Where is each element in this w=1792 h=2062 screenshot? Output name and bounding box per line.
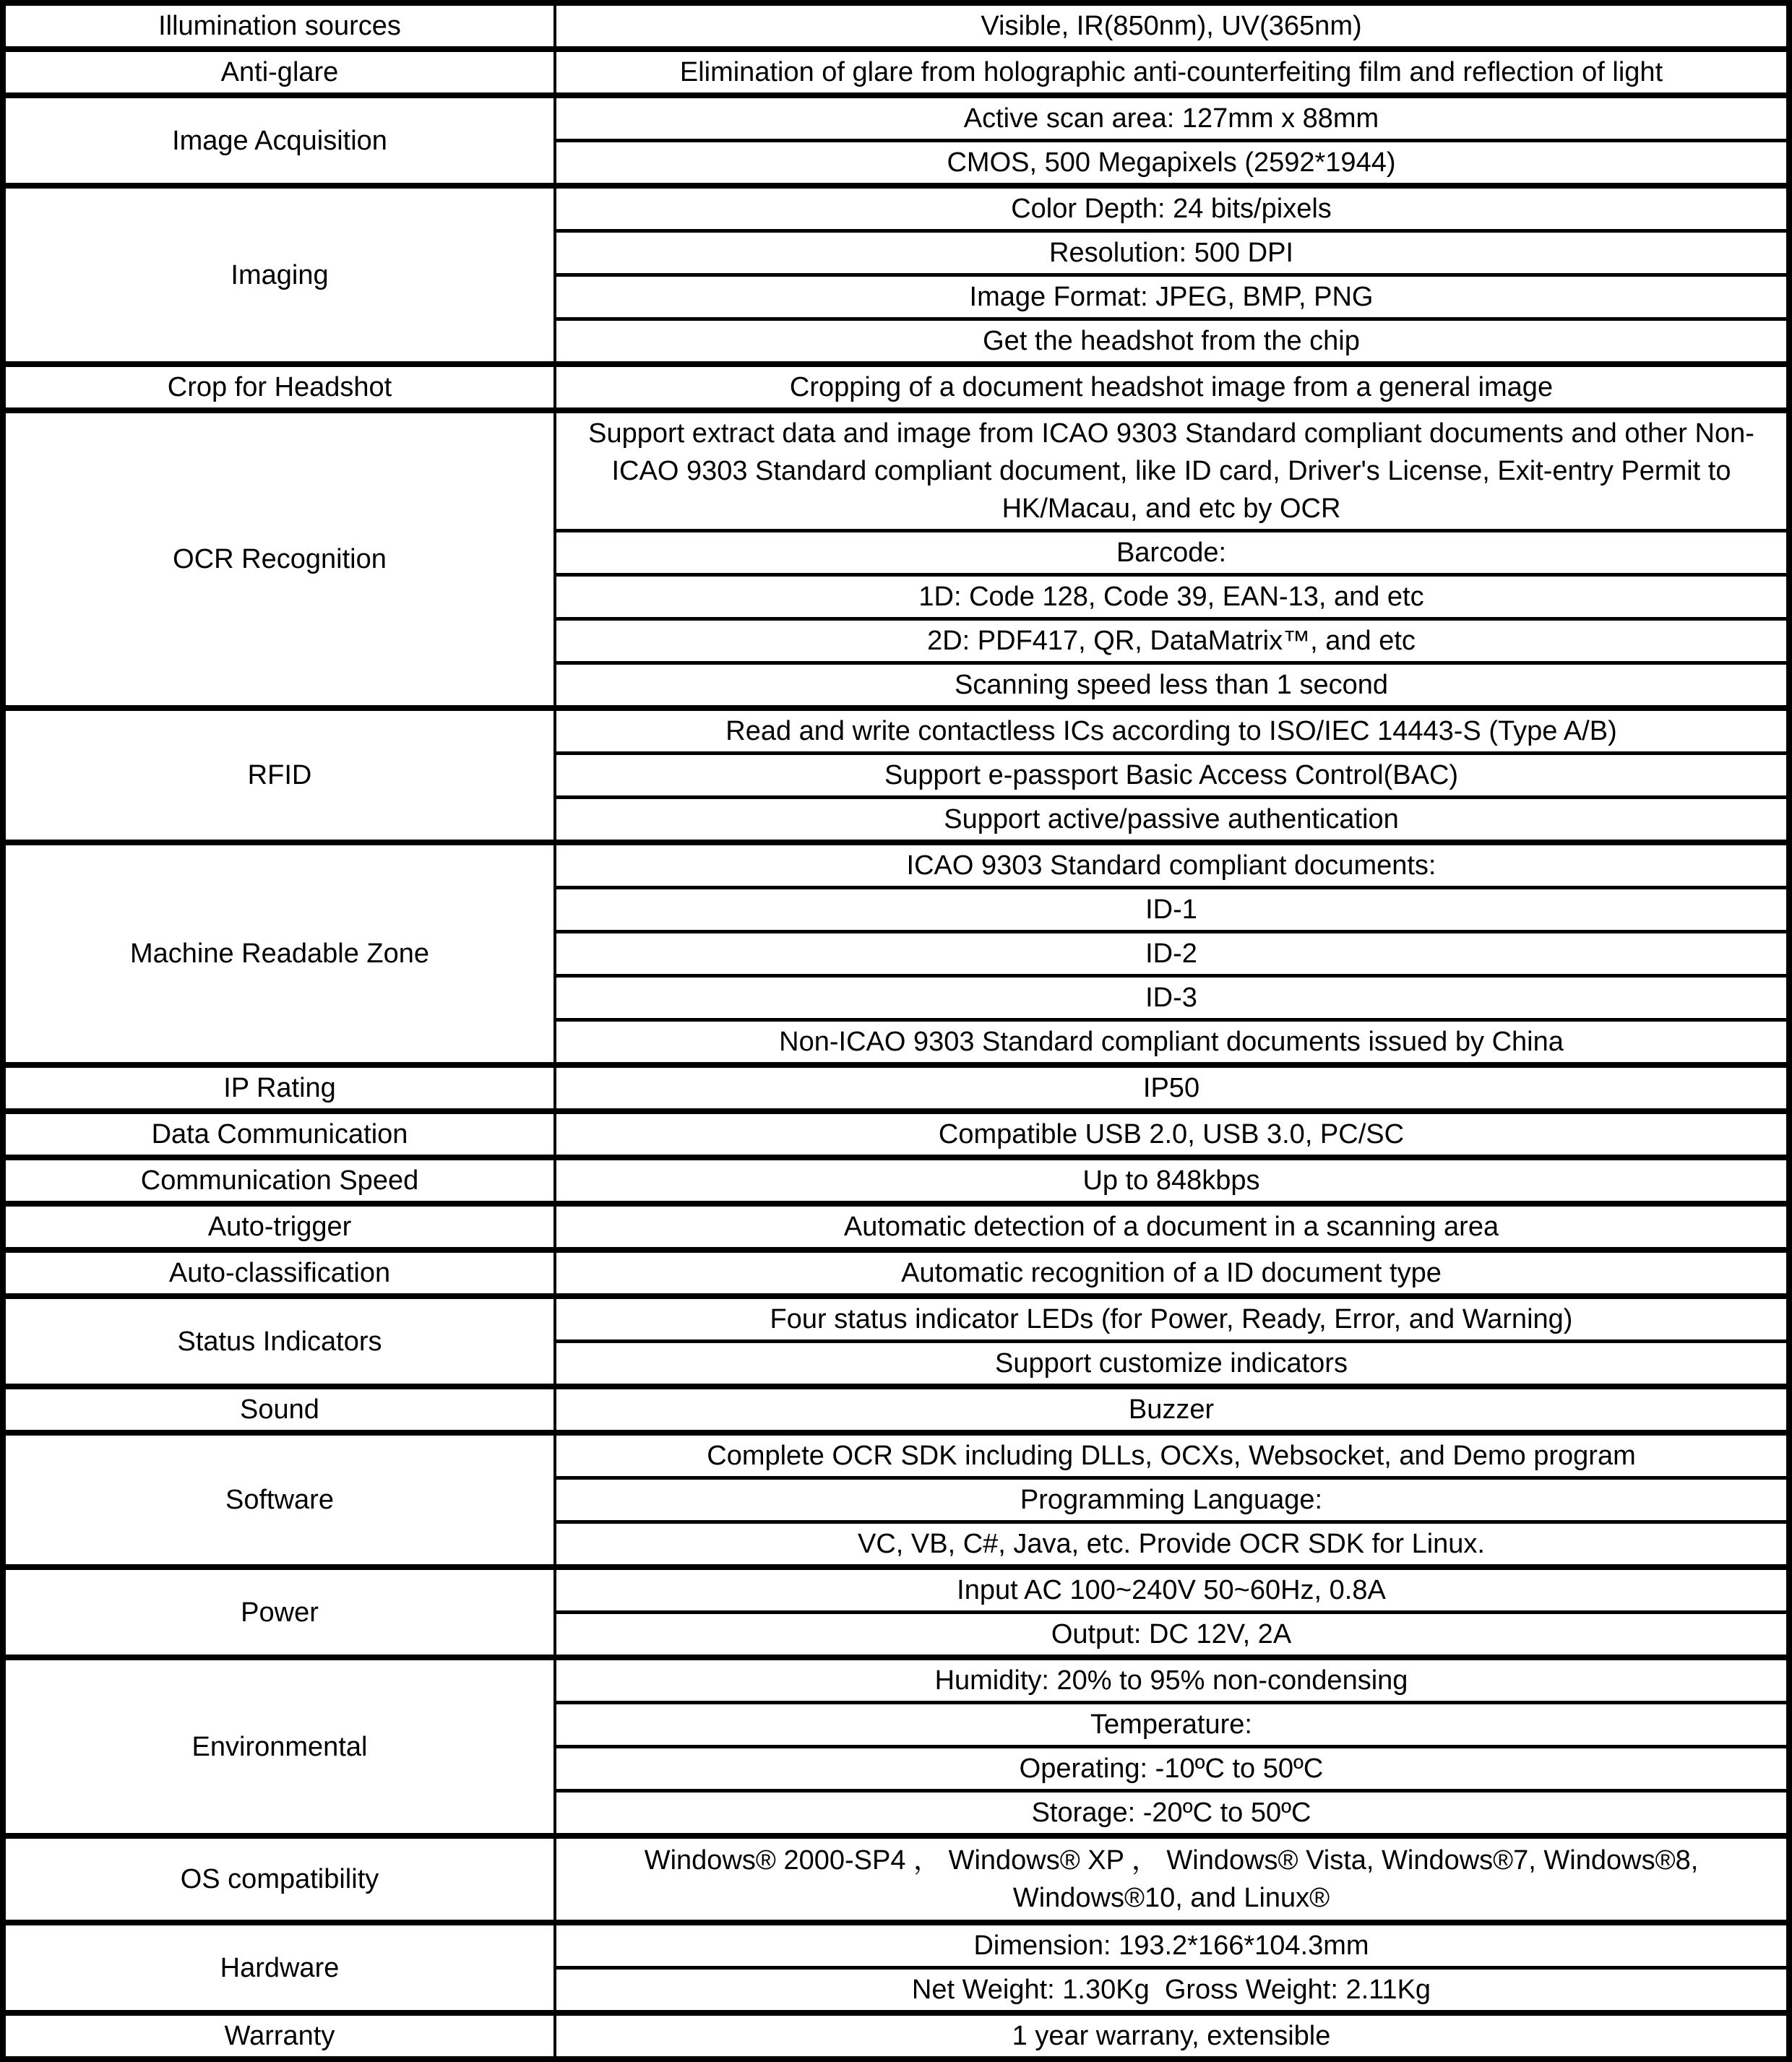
- table-row: [3, 1157, 1789, 1204]
- table-row: [3, 1836, 1789, 1923]
- table-row: [3, 1657, 1789, 1703]
- spec-value-cell: Buzzer: [555, 1386, 1789, 1433]
- spec-category-cell: IP Rating: [3, 1065, 555, 1111]
- spec-value-cell: Active scan area: 127mm x 88mm: [555, 95, 1789, 141]
- spec-category-cell: OCR Recognition: [3, 410, 555, 708]
- spec-value-cell: CMOS, 500 Megapixels (2592*1944): [555, 141, 1789, 186]
- spec-value-cell: 1 year warrany, extensible: [555, 2013, 1789, 2059]
- table-row: [3, 410, 1789, 531]
- table-row: [3, 2013, 1789, 2059]
- spec-value-cell: Up to 848kbps: [555, 1157, 1789, 1204]
- spec-value-cell: Input AC 100~240V 50~60Hz, 0.8A: [555, 1567, 1789, 1613]
- spec-value-cell: Resolution: 500 DPI: [555, 231, 1789, 275]
- spec-value-cell: Non-ICAO 9303 Standard compliant documents issued by China: [555, 1020, 1789, 1066]
- spec-value-cell: Four status indicator LEDs (for Power, Ready, Error, and Warning): [555, 1296, 1789, 1342]
- spec-value-cell: 1D: Code 128, Code 39, EAN-13, and etc: [555, 575, 1789, 619]
- spec-value-cell: 2D: PDF417, QR, DataMatrix™, and etc: [555, 619, 1789, 663]
- spec-category-cell: Power: [3, 1567, 555, 1657]
- spec-value-cell: ID-1: [555, 888, 1789, 932]
- spec-category-cell: Data Communication: [3, 1111, 555, 1157]
- table-row: [3, 49, 1789, 95]
- table-row: [3, 1065, 1789, 1111]
- spec-value-cell: Windows® 2000-SP4 ， Windows® XP ， Windows® Vista, Windows®7, Windows®8, Windows®10, and Linux®: [555, 1836, 1789, 1923]
- spec-value-cell: Cropping of a document headshot image from a general image: [555, 364, 1789, 410]
- table-row: [3, 364, 1789, 410]
- table-row: [3, 1386, 1789, 1433]
- spec-category-cell: OS compatibility: [3, 1836, 555, 1923]
- table-row: [3, 842, 1789, 888]
- table-row: [3, 3, 1789, 49]
- spec-value-cell: Output: DC 12V, 2A: [555, 1613, 1789, 1658]
- table-row: [3, 1296, 1789, 1342]
- spec-value-cell: Operating: -10ºC to 50ºC: [555, 1747, 1789, 1791]
- spec-value-cell: ID-3: [555, 976, 1789, 1020]
- spec-value-cell: Scanning speed less than 1 second: [555, 663, 1789, 709]
- spec-value-cell: ICAO 9303 Standard compliant documents:: [555, 842, 1789, 888]
- spec-value-cell: Storage: -20ºC to 50ºC: [555, 1791, 1789, 1837]
- spec-category-cell: Status Indicators: [3, 1296, 555, 1386]
- table-row: [3, 1923, 1789, 1968]
- spec-category-cell: Imaging: [3, 186, 555, 364]
- spec-category-cell: Crop for Headshot: [3, 364, 555, 410]
- table-row: [3, 708, 1789, 754]
- spec-value-cell: Net Weight: 1.30Kg Gross Weight: 2.11Kg: [555, 1968, 1789, 2014]
- spec-value-cell: Complete OCR SDK including DLLs, OCXs, Websocket, and Demo program: [555, 1433, 1789, 1478]
- spec-value-cell: VC, VB, C#, Java, etc. Provide OCR SDK for Linux.: [555, 1522, 1789, 1568]
- spec-value-cell: Image Format: JPEG, BMP, PNG: [555, 275, 1789, 319]
- spec-category-cell: Sound: [3, 1386, 555, 1433]
- spec-value-cell: Temperature:: [555, 1703, 1789, 1747]
- spec-category-cell: Auto-trigger: [3, 1204, 555, 1250]
- spec-category-cell: Machine Readable Zone: [3, 842, 555, 1065]
- spec-category-cell: Communication Speed: [3, 1157, 555, 1204]
- spec-value-cell: Barcode:: [555, 531, 1789, 575]
- spec-value-cell: Programming Language:: [555, 1478, 1789, 1522]
- spec-value-cell: Dimension: 193.2*166*104.3mm: [555, 1923, 1789, 1968]
- spec-category-cell: Auto-classification: [3, 1250, 555, 1296]
- table-row: [3, 186, 1789, 231]
- table-row: [3, 95, 1789, 141]
- spec-value-cell: Humidity: 20% to 95% non-condensing: [555, 1657, 1789, 1703]
- spec-value-cell: Color Depth: 24 bits/pixels: [555, 186, 1789, 231]
- spec-value-cell: Elimination of glare from holographic anti-counterfeiting film and reflection of light: [555, 49, 1789, 95]
- spec-value-cell: Automatic detection of a document in a scanning area: [555, 1204, 1789, 1250]
- table-row: [3, 1204, 1789, 1250]
- spec-value-cell: Compatible USB 2.0, USB 3.0, PC/SC: [555, 1111, 1789, 1157]
- spec-value-cell: Read and write contactless ICs according to ISO/IEC 14443-S (Type A/B): [555, 708, 1789, 754]
- spec-category-cell: Environmental: [3, 1657, 555, 1836]
- spec-value-cell: ID-2: [555, 932, 1789, 976]
- spec-value-cell: IP50: [555, 1065, 1789, 1111]
- spec-value-cell: Support e-passport Basic Access Control(BAC): [555, 754, 1789, 798]
- spec-value-cell: Get the headshot from the chip: [555, 319, 1789, 365]
- table-row: [3, 1250, 1789, 1296]
- spec-value-cell: Support extract data and image from ICAO 9303 Standard compliant documents and other Non-ICAO 9303 Standard compliant document, like ID card, Driver's License, Exit-entry Permit to HK/Macau, and etc by OCR: [555, 410, 1789, 531]
- spec-value-cell: Visible, IR(850nm), UV(365nm): [555, 3, 1789, 49]
- spec-category-cell: RFID: [3, 708, 555, 842]
- spec-category-cell: Anti-glare: [3, 49, 555, 95]
- spec-value-cell: Automatic recognition of a ID document type: [555, 1250, 1789, 1296]
- spec-value-cell: Support active/passive authentication: [555, 798, 1789, 843]
- table-row: [3, 1433, 1789, 1478]
- spec-value-cell: Support customize indicators: [555, 1342, 1789, 1387]
- table-row: [3, 1111, 1789, 1157]
- spec-category-cell: Warranty: [3, 2013, 555, 2059]
- spec-category-cell: Image Acquisition: [3, 95, 555, 186]
- spec-category-cell: Illumination sources: [3, 3, 555, 49]
- spec-category-cell: Software: [3, 1433, 555, 1567]
- spec-category-cell: Hardware: [3, 1923, 555, 2013]
- table-row: [3, 1567, 1789, 1613]
